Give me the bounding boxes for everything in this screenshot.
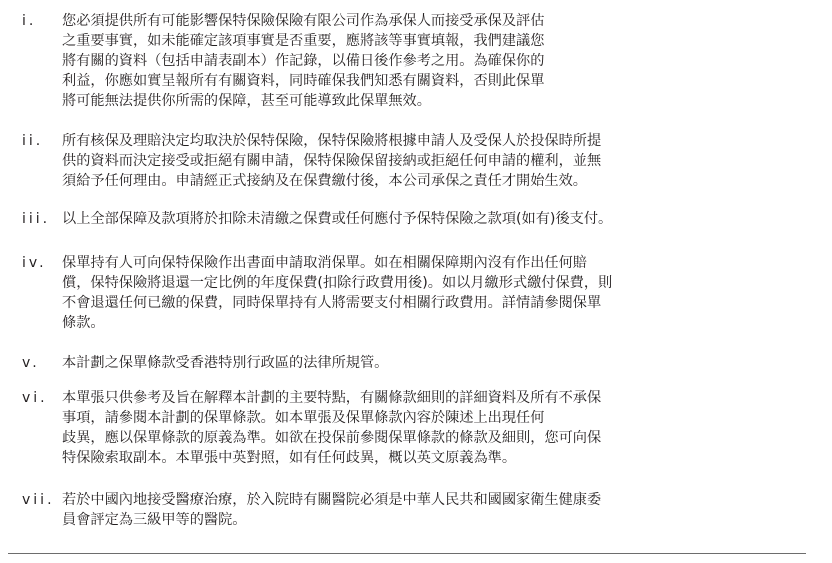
clause-text xyxy=(62,131,782,191)
clause-line: 本計劃之保單條款受香港特別行政區的法律所規管。 xyxy=(62,355,389,371)
clause-v xyxy=(22,353,782,373)
clause-text xyxy=(62,490,782,530)
clause-line: 以上全部保障及款項將於扣除未清繳之保費或任何應付予保特保險之款項(如有)後支付。 xyxy=(62,211,613,227)
clause-number: iii. xyxy=(22,211,51,227)
clause-text xyxy=(62,209,782,229)
clause-line: 之重要事實，如未能確定該項事實是否重要，應將該等事實填報，我們建議您 xyxy=(62,33,545,49)
clause-iv xyxy=(22,253,782,333)
clause-number: i. xyxy=(22,13,37,29)
clause-number: iv. xyxy=(22,255,47,271)
clause-line: 本單張只供參考及旨在解釋本計劃的主要特點，有關條款細則的詳細資料及所有不承保 xyxy=(62,390,602,406)
clause-text xyxy=(62,253,782,333)
clause-line: 員會評定為三級甲等的醫院。 xyxy=(62,512,247,528)
clause-line: 將有關的資料（包括申請表副本）作記錄，以備日後作參考之用。為確保你的 xyxy=(62,53,545,69)
clause-text xyxy=(62,353,782,373)
clause-line: 將可能無法提供你所需的保障，甚至可能導致此保單無效。 xyxy=(62,93,431,109)
clause-line: 償，保特保險將退還一定比例的年度保費(扣除行政費用後)。如以月繳形式繳付保費，則 xyxy=(62,275,613,291)
clause-vi xyxy=(22,388,782,468)
clause-line: 利益，你應如實呈報所有有關資料，同時確保我們知悉有關資料，否則此保單 xyxy=(62,73,545,89)
clause-line: 您必須提供所有可能影響保特保險保險有限公司作為承保人而接受承保及評估 xyxy=(62,13,545,29)
clause-text xyxy=(62,388,782,468)
clause-number: ii. xyxy=(22,133,44,149)
clause-line: 條款。 xyxy=(62,315,105,331)
clause-line: 不會退還任何已繳的保費，同時保單持有人將需要支付相關行政費用。詳情請參閱保單 xyxy=(62,295,602,311)
clause-number: vi. xyxy=(22,390,48,406)
clause-number: v. xyxy=(22,355,40,371)
clause-line: 保單持有人可向保特保險作出書面申請取消保單。如在相關保障期內沒有作出任何賠 xyxy=(62,255,587,271)
clause-line: 所有核保及理賠決定均取決於保特保險，保特保險將根據申請人及受保人於投保時所提 xyxy=(62,133,602,149)
clause-number: vii. xyxy=(22,492,55,508)
clause-line: 供的資料而決定接受或拒絕有關申請，保特保險保留接納或拒絕任何申請的權利，並無 xyxy=(62,153,602,169)
clause-iii xyxy=(22,209,782,229)
clause-line: 須給予任何理由。申請經正式接納及在保費繳付後，本公司承保之責任才開始生效。 xyxy=(62,173,587,189)
clause-line: 若於中國內地接受醫療治療，於入院時有關醫院必須是中華人民共和國國家衛生健康委 xyxy=(62,492,602,508)
clause-vii xyxy=(22,490,782,530)
bottom-divider xyxy=(8,553,806,554)
clause-ii xyxy=(22,131,782,191)
clause-line: 歧異，應以保單條款的原義為準。如欲在投保前參閱保單條款的條款及細則，您可向保 xyxy=(62,430,602,446)
clause-line: 特保險索取副本。本單張中英對照，如有任何歧異，概以英文原義為準。 xyxy=(62,450,517,466)
clause-i xyxy=(22,11,782,111)
clause-line: 事項，請參閱本計劃的保單條款。如本單張及保單條款內容於陳述上出現任何 xyxy=(62,410,545,426)
clause-text xyxy=(62,11,782,111)
